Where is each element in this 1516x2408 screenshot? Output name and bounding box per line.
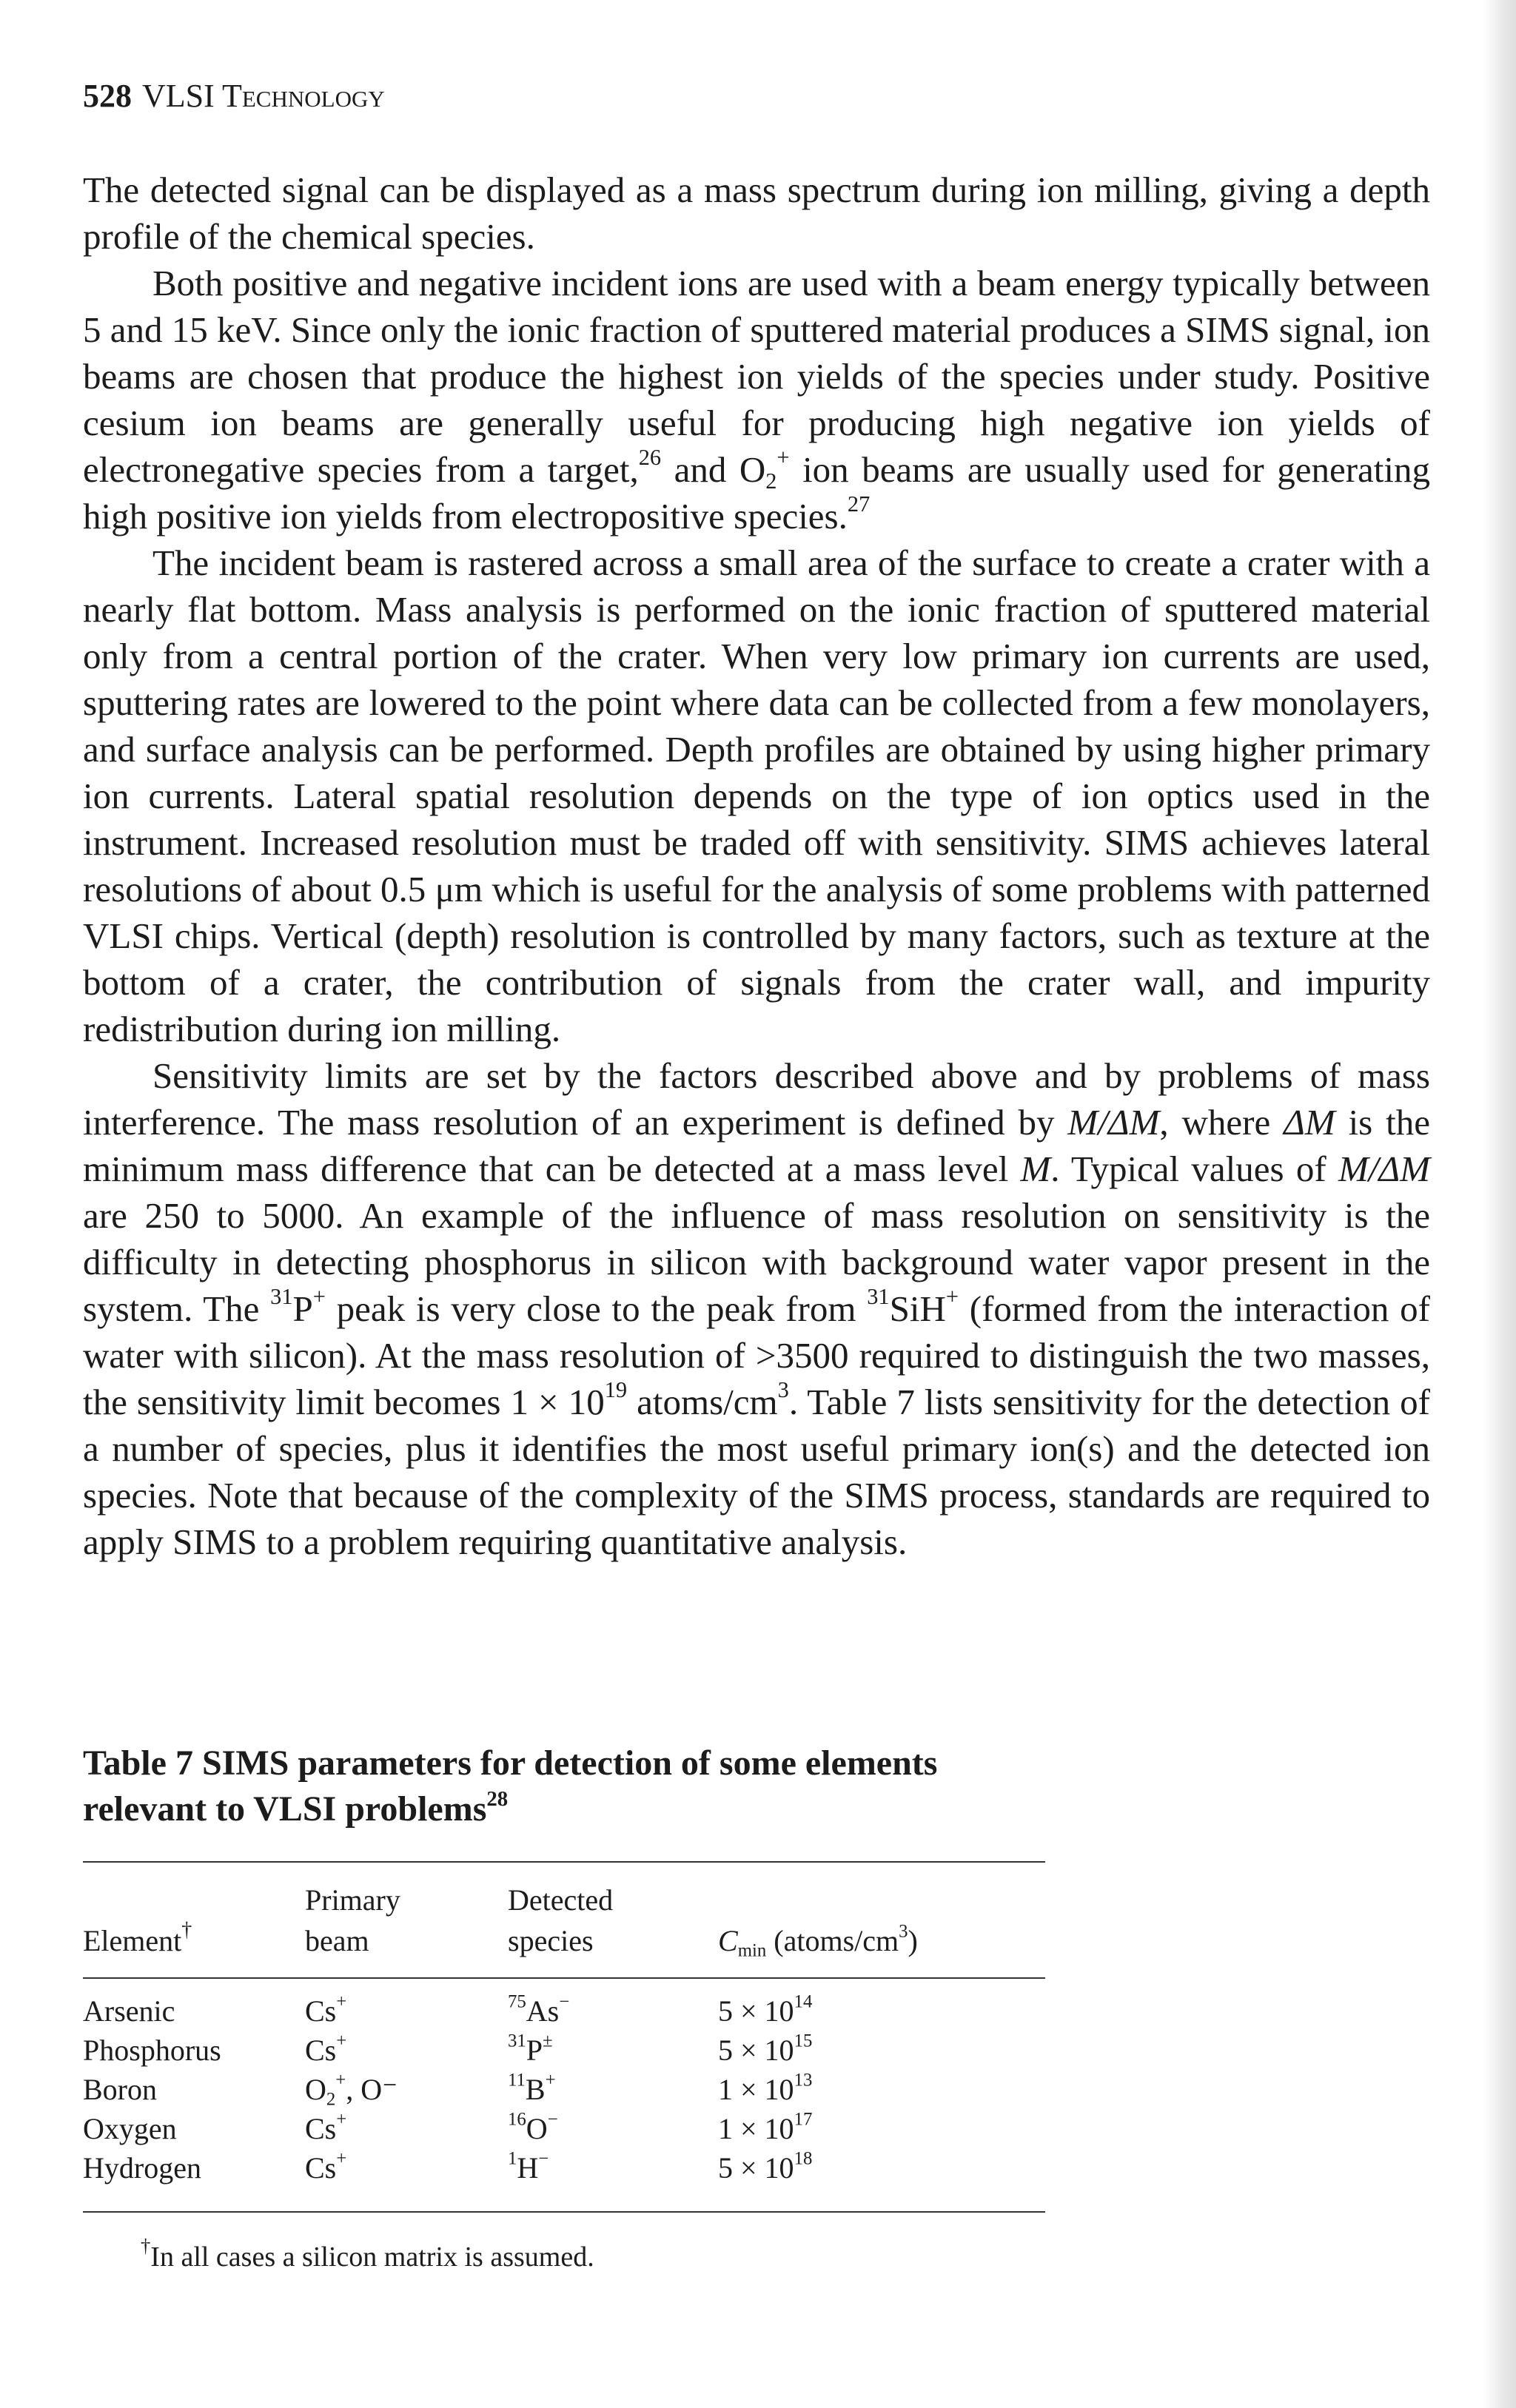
- table-7: [83, 1741, 1045, 2273]
- cell-beam: Cs+: [305, 2148, 347, 2185]
- superscript-plus: +: [312, 1284, 326, 1310]
- cell-cmin: $1 \times 10^{17}$: [718, 2109, 813, 2145]
- superscript-plus: +: [945, 1284, 959, 1310]
- isotope-31: 31: [270, 1284, 293, 1310]
- paragraph-4-text-k: . Table 7 lists sensitivity for the detection of a number of species, plus it identifies the most useful primary ion(s) and the detected ion species. Note that because of the complexity of the SIMS process, standards are required to apply SIMS to a problem requiring quantitative analysis.: [83, 1382, 1430, 1562]
- reference-28: 28: [486, 1786, 509, 1811]
- mass-ratio-2: M/ΔM: [1338, 1148, 1430, 1189]
- paragraph-4: [83, 1052, 1430, 1565]
- paragraph-4-text-i: (formed from the interaction of water with silicon). At the mass resolution of >3500 required to distinguish the two masses, the sensitivity limit becomes 1 × 10: [83, 1288, 1430, 1422]
- dagger-mark: †: [141, 2234, 151, 2257]
- paragraph-4-text-c: is the minimum mass difference that can be detected at a mass level: [83, 1102, 1431, 1189]
- cell-element: Boron: [83, 2073, 157, 2106]
- table-title-line-2: relevant to VLSI problems: [83, 1789, 487, 1829]
- table-title-line-1: Table 7 SIMS parameters for detection of some elements: [83, 1743, 938, 1783]
- cell-beam: $O_2^+$, O⁻: [305, 2070, 398, 2110]
- header-element: Element†: [83, 1918, 192, 1957]
- paragraph-4-text-g: peak is very close to the peak from: [325, 1288, 868, 1329]
- paragraph-4-text-d: . Typical values of: [1050, 1148, 1338, 1189]
- table-header: [83, 1881, 1045, 1963]
- cell-element: Oxygen: [83, 2112, 177, 2145]
- cell-cmin: $5 \times 10^{18}$: [718, 2148, 813, 2185]
- paragraph-4-text-b: , where: [1159, 1102, 1284, 1143]
- paragraph-4-text-e: are 250 to 5000. An example of the influence of mass resolution on sensitivity is the difficulty in detecting phosphorus in silicon with background water vapor present in the system. The: [83, 1195, 1430, 1329]
- cell-cmin: $1 \times 10^{13}$: [718, 2070, 813, 2106]
- footnote-text: In all cases a silicon matrix is assumed.: [150, 2241, 594, 2273]
- reference-26: 26: [638, 445, 662, 471]
- cell-element: Hydrogen: [83, 2151, 201, 2185]
- isotope-31: 31: [867, 1284, 890, 1310]
- body-text: [83, 167, 1430, 1565]
- cell-element: Arsenic: [83, 1994, 175, 2028]
- phosphorus-symbol: P: [292, 1288, 313, 1329]
- reference-27: 27: [847, 491, 871, 517]
- table-row: [83, 2031, 1045, 2070]
- cell-species: $^{31}$P±: [508, 2031, 553, 2067]
- table-row: [83, 2071, 1045, 2109]
- table-title: [83, 1741, 1045, 1832]
- cell-cmin: $5 \times 10^{14}$: [718, 1991, 813, 2028]
- paragraph-2-text-a: Both positive and negative incident ions are used with a beam energy typically between 5 and 15 keV. Since only the ionic fraction of sputtered material produces a SIMS signal, ion beams are chosen that produce the highest ion yields of the species under study. Positive cesium ion beams are generally useful for producing high negative ion yields of electronegative species from a target,: [83, 263, 1430, 490]
- header-primary-2: beam: [305, 1924, 369, 1957]
- paragraph-3-text: The incident beam is rastered across a small area of the surface to create a crater with a nearly flat bottom. Mass analysis is performed on the ionic fraction of sputtered material only from a central portion of the crater. When very low primary ion currents are used, sputtering rates are lowered to the point where data can be collected from a few monolayers, and surface analysis can be performed. Depth profiles are obtained by using higher primary ion currents. Lateral spatial resolution depends on the type of ion optics used in the instrument. Increased resolution must be traded off with sensitivity. SIMS achieves lateral resolutions of about 0.5 μm which is useful for the analysis of some problems with patterned VLSI chips. Vertical (depth) resolution is controlled by many factors, such as texture at the bottom of a crater, the contribution of signals from the crater wall, and impurity redistribution during ion milling.: [83, 542, 1430, 1049]
- mass-level: M: [1020, 1148, 1051, 1189]
- paragraph-2-text-b: and O: [661, 449, 766, 490]
- header-detected-2: species: [508, 1924, 594, 1957]
- exponent-19: 19: [604, 1377, 628, 1403]
- table-row: [83, 2149, 1045, 2187]
- header-detected-1: Detected: [508, 1883, 614, 1917]
- page-edge-shadow: [1483, 0, 1516, 2408]
- paragraph-2: [83, 260, 1430, 539]
- table-bottom-rule: [83, 2211, 1045, 2213]
- table-top-rule: [83, 1861, 1045, 1863]
- page-number: 528: [83, 78, 132, 114]
- cell-species: $^1$H−: [508, 2148, 549, 2185]
- header-cmin: $C_{min}$ $(atoms/cm^3)$: [718, 1921, 918, 1961]
- mass-ratio: M/ΔM: [1067, 1102, 1160, 1143]
- table-row: [83, 2110, 1045, 2148]
- delta-m: ΔM: [1284, 1102, 1335, 1143]
- running-header: [83, 77, 385, 115]
- table-header-rule: [83, 1977, 1045, 1979]
- paragraph-4-text-j: atoms/cm: [627, 1382, 778, 1422]
- cell-beam: Cs+: [305, 2031, 347, 2067]
- paragraph-1: [83, 167, 1430, 260]
- paragraph-3: [83, 539, 1430, 1052]
- cell-beam: Cs+: [305, 1991, 347, 2028]
- paragraph-4-text-a: Sensitivity limits are set by the factors described above and by problems of mass interference. The mass resolution of an experiment is defined by: [83, 1055, 1430, 1143]
- cell-beam: Cs+: [305, 2109, 347, 2145]
- subscript-2: 2: [765, 468, 777, 494]
- sih-symbol: SiH: [889, 1288, 946, 1329]
- superscript-plus: +: [777, 445, 790, 471]
- cell-species: $^{11}$B+: [508, 2070, 556, 2106]
- cell-element: Phosphorus: [83, 2034, 221, 2067]
- cell-species: $^{75}$As−: [508, 1991, 570, 2028]
- cell-species: $^{16}$O−: [508, 2109, 558, 2145]
- running-title: VLSI Technology: [142, 78, 385, 114]
- paragraph-2-text-c: ion beams are usually used for generating high positive ion yields from electropositive species.: [83, 449, 1431, 537]
- header-primary-1: Primary: [305, 1883, 400, 1917]
- cell-cmin: $5 \times 10^{15}$: [718, 2031, 813, 2067]
- dagger-mark: †: [181, 1918, 192, 1942]
- table-row: [83, 1992, 1045, 2031]
- paragraph-1-text: The detected signal can be displayed as a mass spectrum during ion milling, giving a depth profile of the chemical species.: [83, 169, 1430, 257]
- exponent-3: 3: [777, 1377, 789, 1403]
- table-footnote: [141, 2234, 594, 2273]
